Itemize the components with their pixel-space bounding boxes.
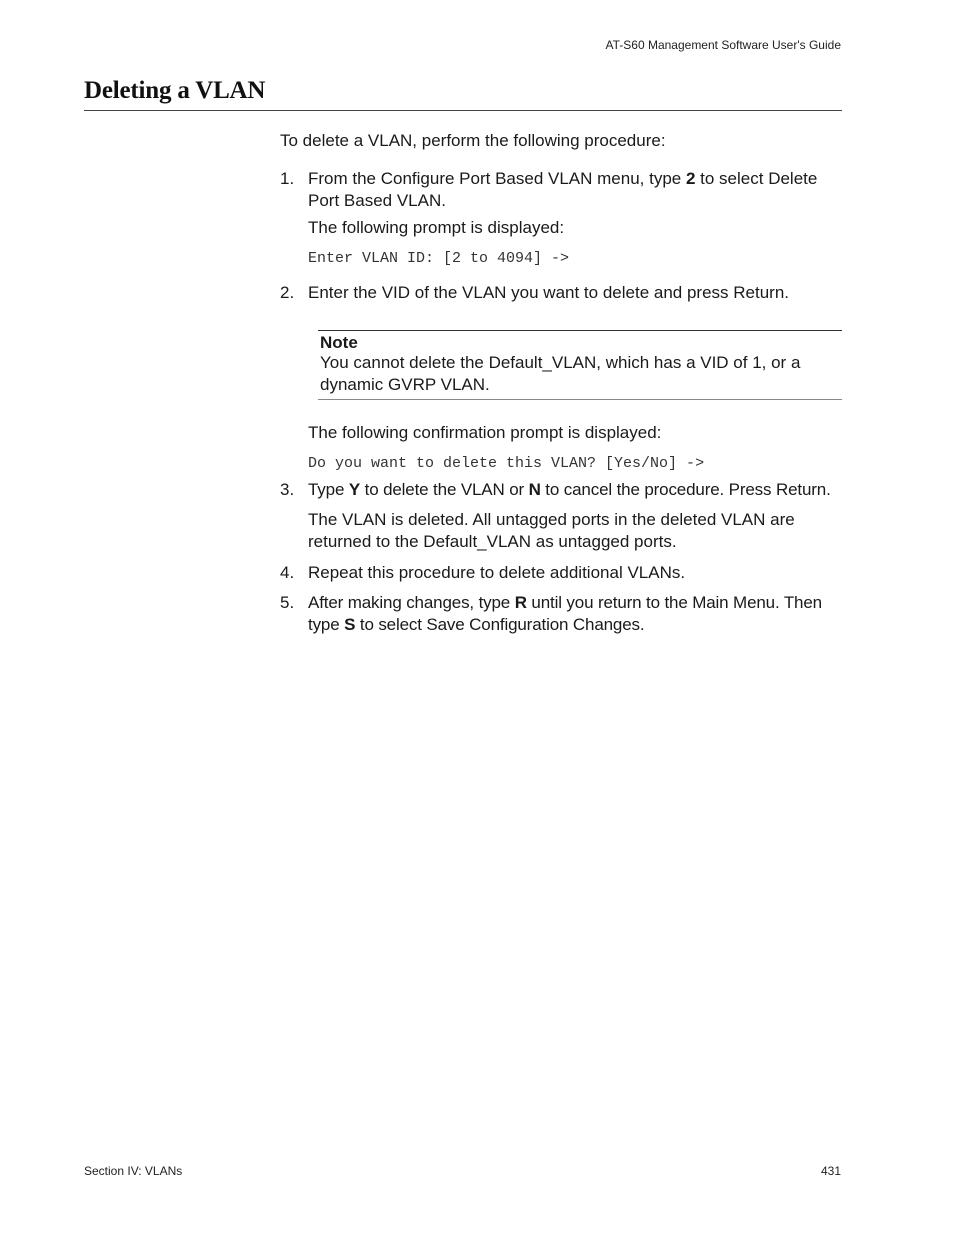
- step-number-3: 3.: [280, 480, 295, 499]
- step-1-followup: The following prompt is displayed:: [308, 218, 565, 237]
- page-number: 431: [820, 1164, 841, 1178]
- step-5-text: After making changes, type R until you return to the Main Menu. Then type S to select Save Configuration Changes.: [308, 593, 822, 634]
- step-2-text: Enter the VID of the VLAN you want to delete and press Return.: [308, 283, 789, 302]
- step-number-2: 2.: [280, 283, 295, 302]
- footer-section-label: Section IV: VLANs: [84, 1164, 183, 1178]
- running-header: AT-S60 Management Software User's Guide: [605, 38, 841, 52]
- note-label: Note: [320, 333, 358, 352]
- step-4-text: Repeat this procedure to delete additional VLANs.: [308, 563, 686, 582]
- prompt-code-vlan-id: Enter VLAN ID: [2 to 4094] ->: [308, 250, 570, 267]
- step-3-followup: The VLAN is deleted. All untagged ports in the deleted VLAN are returned to the Default_VLAN as untagged ports.: [308, 510, 795, 551]
- intro-paragraph: To delete a VLAN, perform the following procedure:: [280, 131, 666, 150]
- prompt-code-confirm: Do you want to delete this VLAN? [Yes/No] ->: [308, 455, 705, 472]
- step-3-text: Type Y to delete the VLAN or N to cancel the procedure. Press Return.: [308, 480, 831, 499]
- confirmation-text: The following confirmation prompt is displayed:: [308, 423, 662, 442]
- step-number-4: 4.: [280, 563, 295, 582]
- step-number-1: 1.: [280, 169, 295, 188]
- section-title: Deleting a VLAN: [84, 77, 266, 104]
- step-1-text: From the Configure Port Based VLAN menu, type 2 to select Delete Port Based VLAN.: [308, 169, 818, 210]
- note-top-rule: [318, 330, 842, 331]
- title-divider: [84, 110, 842, 111]
- note-bottom-rule: [318, 399, 842, 400]
- step-number-5: 5.: [280, 593, 295, 612]
- note-text: You cannot delete the Default_VLAN, which has a VID of 1, or a dynamic GVRP VLAN.: [320, 353, 801, 394]
